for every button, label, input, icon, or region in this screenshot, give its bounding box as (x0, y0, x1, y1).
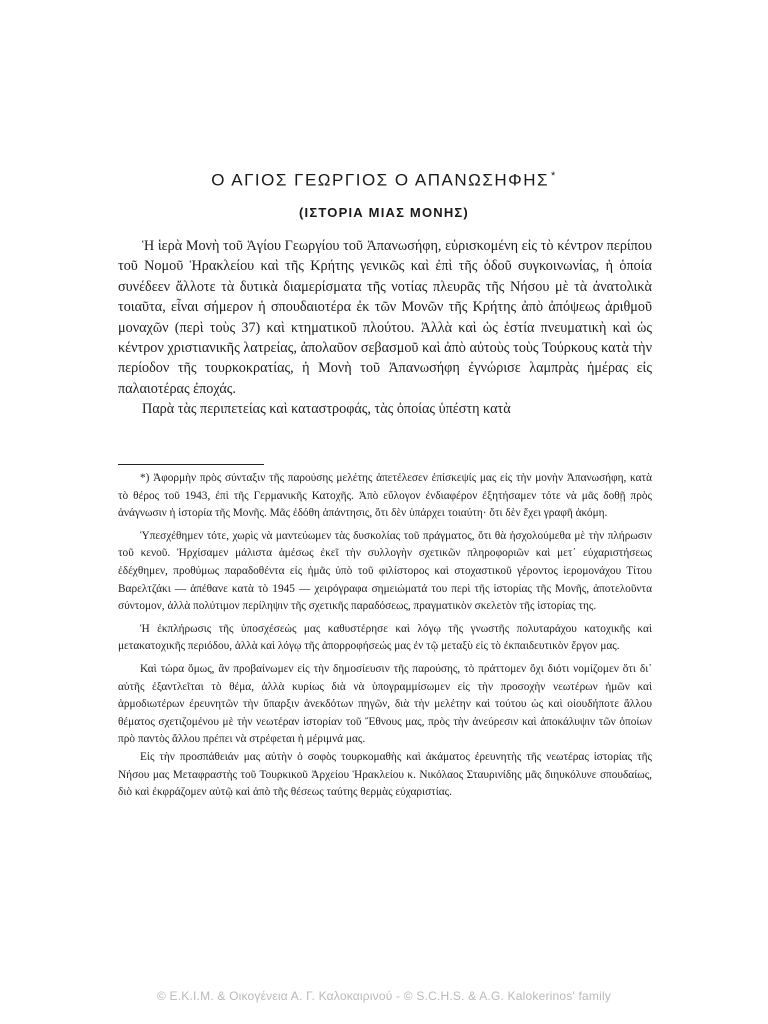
document-title (0, 170, 768, 191)
footnote-paragraph-5: Εἰς τὴν προσπάθειάν μας αὐτὴν ὁ σοφὸς τουρκομαθὴς καὶ ἀκάματος ἐρευνητὴς τῆς νεωτέρας ἱστορίας τῆς Νήσου μας Μεταφραστὴς τοῦ Τουρκικοῦ Ἀρχείου Ἡρακλείου κ. Νικόλαος Σταυρινίδης μᾶς διηυκόλυνε σπουδαίως, διὸ καὶ ἐκφράζομεν αὐτῷ καὶ ἀπὸ τῆς θέσεως ταύτης θερμὰς εὐχαριστίας. (118, 750, 652, 799)
copyright-watermark: © Ε.Κ.Ι.Μ. & Οικογένεια Α. Γ. Καλοκαιρινού - © S.C.H.S. & A.G. Kalokerinos' family (156, 989, 612, 1003)
footnote-divider (118, 464, 264, 465)
body-paragraph-1: Ἡ ἱερὰ Μονὴ τοῦ Ἁγίου Γεωργίου τοῦ Ἀπανωσήφη, εὑρισκομένη εἰς τὸ κέντρον περίπου τοῦ Νομοῦ Ἡρακλείου καὶ τῆς Κρήτης γενικῶς καὶ ἐπὶ τῆς ὁδοῦ συγκοινωνίας, ἡ ὁποία συνέδεεν ἄλλοτε τὰ δυτικὰ διαμερίσματα τῆς νοτίας πλευρᾶς τῆς Νήσου μὲ τὰ ἀνατολικὰ τοιαῦτα, εἶναι σήμερον ἡ σπουδαιοτέρα ἐκ τῶν Μονῶν τῆς Κρήτης ἀπὸ ἀπόψεως ἀριθμοῦ μοναχῶν (περὶ τοὺς 37) καὶ κτηματικοῦ πλούτου. Ἀλλὰ καὶ ὡς ἑστία πνευματικὴ καὶ ὡς κέντρον χριστιανικῆς λατρείας, ἀπολαῦον σεβασμοῦ καὶ ἀπὸ αὐτοὺς τοὺς Τούρκους κατὰ τὴν περίοδον τῆς τουρκοκρατίας, ἡ Μονὴ τοῦ Ἀπανωσήφη ἐγνώρισε λαμπρὰς ἡμέρας εἰς παλαιοτέρας ἐποχάς. (118, 238, 652, 397)
body-text (118, 236, 652, 420)
footnote-paragraph-4: Καὶ τώρα ὅμως, ἂν προβαίνωμεν εἰς τὴν δημοσίευσιν τῆς παρούσης, τὸ πράττομεν ὄχι διότι νομίζομεν ὅτι δι᾽ αὐτῆς ἐξαντλεῖται τὸ θέμα, ἀλλὰ κυρίως διὰ νὰ ὑπογραμμίσωμεν εἰς τὴν προσοχὴν νεωτέρων ἡμῶν καὶ ἁρμοδιωτέρων ἐρευνητῶν τὴν ὕπαρξιν ἀνεκδότων πηγῶν, διὰ τὴν μελέτην καὶ τούτου ὡς καὶ οἱουδήποτε ἄλλου θέματος σχετιζομένου μὲ τὴν νεωτέραν ἱστορίαν τοῦ Ἔθνους μας, πρὸς τὴν ἀνεύρεσιν καὶ ἀποκάλυψιν τῶν ὁποίων πρὸ παντὸς ἄλλου πρέπει νὰ στρέφεται ἡ μέριμνά μας. (118, 662, 652, 746)
footnote-paragraph-1: *) Ἀφορμὴν πρὸς σύνταξιν τῆς παρούσης μελέτης ἀπετέλεσεν ἐπίσκεψίς μας εἰς τὴν μονὴν Ἀπανωσήφη, κατὰ τὸ θέρος τοῦ 1943, ἐπὶ τῆς Γερμανικῆς Κατοχῆς. Ἀπὸ εὔλογον ἐνδιαφέρον ἐξητήσαμεν τότε νὰ μᾶς δοθῇ πρὸς ἀνάγνωσιν ἡ ἱστορία τῆς Μονῆς. Μᾶς ἐδόθη ἀπάντησις, ὅτι δὲν ὑπάρχει τοιαύτη· ὅτι δὲν ἔχει γραφῆ ἀκόμη. (118, 472, 652, 520)
footnote-paragraph-3: Ἡ ἐκπλήρωσις τῆς ὑποσχέσεώς μας καθυστέρησε καὶ λόγῳ τῆς γνωστῆς πολυταράχου κατοχικῆς καὶ μετακατοχικῆς περιόδου, ἀλλὰ καὶ λόγῳ τῆς ἀπορροφήσεώς μας ἐν τῷ μεταξὺ εἰς τὸ ἐκπαιδευτικὸν ἔργον μας. (118, 622, 652, 653)
title-footnote-mark: * (550, 170, 557, 182)
document-title-text: Ο ΑΓΙΟΣ ΓΕΩΡΓΙΟΣ Ο ΑΠΑΝΩΣΗΦΗΣ (211, 170, 549, 190)
document-subtitle: (ΙΣΤΟΡΙΑ ΜΙΑΣ ΜΟΝΗΣ) (299, 205, 469, 220)
footnotes (118, 470, 652, 802)
footnote-paragraph-2: Ὑπεσχέθημεν τότε, χωρὶς νὰ μαντεύωμεν τὰς δυσκολίας τοῦ πράγματος, ὅτι θὰ ἠσχολούμεθα μὲ τὴν πλήρωσιν τοῦ κενοῦ. Ἠρχίσαμεν μάλιστα ἀμέσως ἐκεῖ τὴν συλλογὴν σχετικῶν πληροφοριῶν καὶ μετ᾽ εὐχαριστήσεως ἐδέχθημεν, προθύμως παραδοθέντα εἰς ἡμᾶς ὑπὸ τοῦ φιλίστορος καὶ στοχαστικοῦ γέροντος ἱερομονάχου Τίτου Βαρελτζάκι — ἀπέθανε κατὰ τὸ 1945 — χειρόγραφα σημειώματά του περὶ τῆς ἱστορίας τῆς Μονῆς, ἀποτελοῦντα σύντομον, ἀλλὰ πολύτιμον περίληψιν τῆς σχετικῆς παραδόσεως, πραγματικὸν σκελετὸν τῆς ἱστορίας της. (118, 529, 652, 613)
body-paragraph-2: Παρὰ τὰς περιπετείας καὶ καταστροφάς, τὰς ὁποίας ὑπέστη κατὰ (142, 401, 511, 418)
